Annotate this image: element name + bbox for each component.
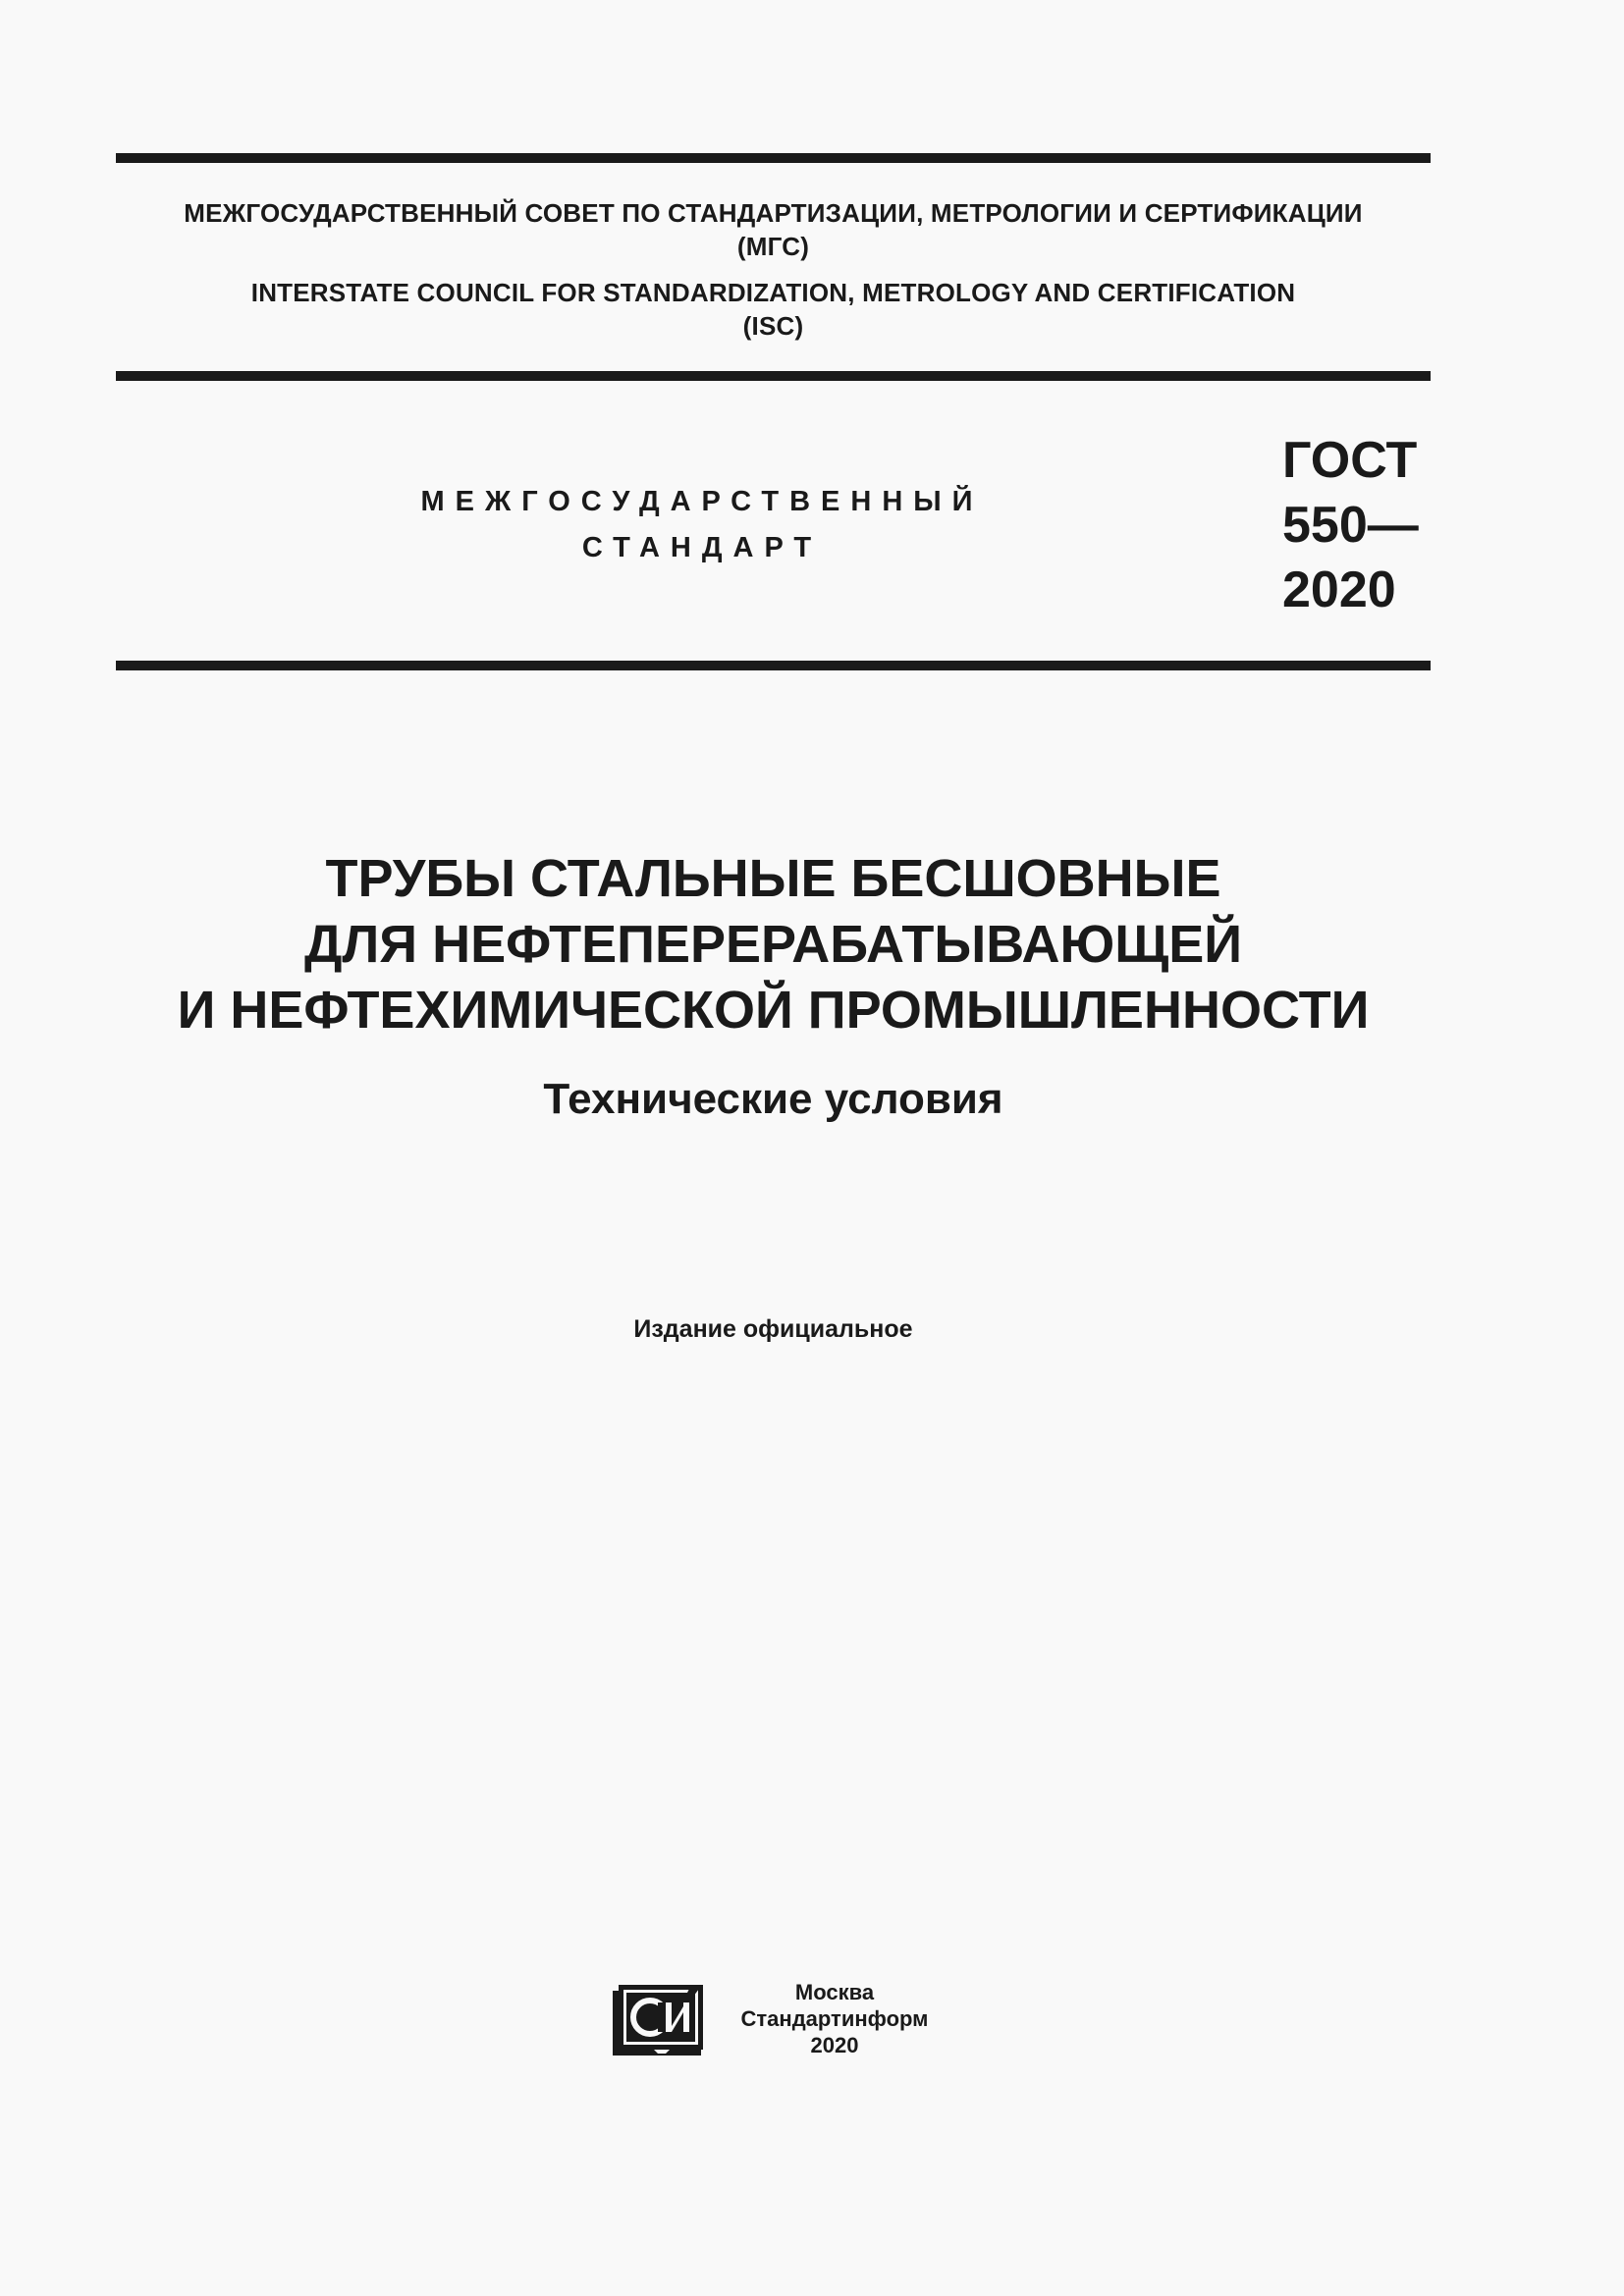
top-rule [116, 153, 1431, 163]
council-abbr-en: (ISC) [742, 311, 804, 341]
publisher-year: 2020 [810, 2033, 859, 2057]
standard-kind [324, 479, 1080, 571]
council-block [116, 196, 1431, 343]
publisher-city: Москва [794, 1980, 875, 2004]
gost-number: 550— [1282, 497, 1419, 554]
standartinform-logo-icon [611, 1981, 705, 2056]
council-bottom-rule [116, 371, 1431, 381]
title-line-3: И НЕФТЕХИМИЧЕСКОЙ ПРОМЫШЛЕННОСТИ [177, 981, 1370, 1040]
document-title [116, 846, 1431, 1043]
publisher-block [717, 1979, 952, 2058]
council-name-en: INTERSTATE COUNCIL FOR STANDARDIZATION, METROLOGY AND CERTIFICATION [250, 278, 1296, 307]
gost-year: 2020 [1282, 561, 1396, 618]
designation-bottom-rule [116, 661, 1431, 670]
council-name-ru: МЕЖГОСУДАРСТВЕННЫЙ СОВЕТ ПО СТАНДАРТИЗАЦИИ, МЕТРОЛОГИИ И СЕРТИФИКАЦИИ [184, 198, 1363, 228]
standard-kind-line1: МЕЖГОСУДАРСТВЕННЫЙ [420, 486, 984, 517]
gost-designation [1282, 428, 1439, 622]
gost-prefix: ГОСТ [1282, 432, 1418, 489]
publisher-name: Стандартинформ [740, 2006, 929, 2031]
title-line-1: ТРУБЫ СТАЛЬНЫЕ БЕСШОВНЫЕ [325, 849, 1221, 908]
council-abbr-ru: (МГС) [736, 232, 810, 261]
document-subtitle: Технические условия [543, 1075, 1003, 1123]
edition-note: Издание официальное [633, 1315, 913, 1343]
standard-kind-line2: СТАНДАРТ [581, 532, 823, 563]
title-line-2: ДЛЯ НЕФТЕПЕРЕРАБАТЫВАЮЩЕЙ [303, 915, 1243, 974]
